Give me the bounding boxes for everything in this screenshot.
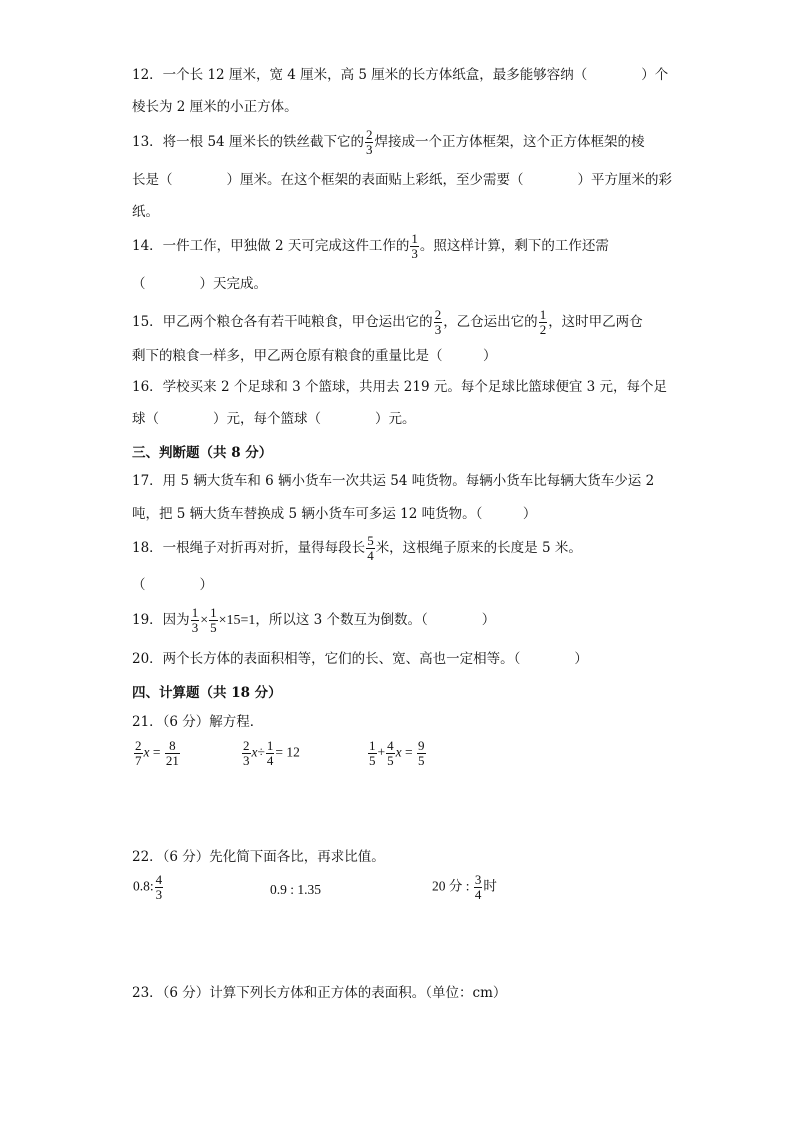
q12-line1: 12．一个长 12 厘米，宽 4 厘米，高 5 厘米的长方体纸盒，最多能够容纳（ ）个 xyxy=(132,67,669,83)
q18-line1 xyxy=(132,534,582,563)
q12-line2: 棱长为 2 厘米的小正方体。 xyxy=(132,99,298,115)
q13-line1 xyxy=(132,128,644,157)
q22-title: 22．（6 分）先化简下面各比，再求比值。 xyxy=(132,849,385,865)
q15-text-a: 15．甲乙两个粮仓各有若干吨粮食，甲仓运出它的 xyxy=(132,314,433,330)
q21-title: 21．（6 分）解方程． xyxy=(132,714,264,730)
section-3-heading: 三、判断题（共 8 分） xyxy=(132,445,273,461)
q17-line2: 吨，把 5 辆大货车替换成 5 辆小货车可多运 12 吨货物。（ ） xyxy=(132,506,537,522)
q18-fraction: $\frac{5}{4}$ xyxy=(367,533,374,563)
q22-ratio-2: 0.9 : 1.35 xyxy=(270,882,322,897)
q19-text-a: 19．因为 xyxy=(132,612,190,628)
q19-fraction-2: $\frac{1}{5}$ xyxy=(210,605,217,635)
q15-line1 xyxy=(132,308,643,337)
q15-text-b: ，乙仓运出它的 xyxy=(443,314,538,330)
q15-line2: 剩下的粮食一样多，甲乙两仓原有粮食的重量比是（ ） xyxy=(132,348,497,364)
q14-line2: （ ）天完成。 xyxy=(132,276,267,292)
q22-ratio-3: 20 分 : $\frac{3}{4}$ 时 xyxy=(432,872,497,902)
q21-equation-3: $\frac{1}{5}$ + $\frac{4}{5}$ x = $\frac{9}{5}$ xyxy=(369,738,425,768)
q13-line3: 纸。 xyxy=(132,204,159,220)
q14-text-a: 14．一件工作，甲独做 2 天可完成这件工作的 xyxy=(132,238,410,254)
q15-fraction-1: $\frac{2}{3}$ xyxy=(434,307,442,337)
section-4-heading: 四、计算题（共 18 分） xyxy=(132,685,282,701)
q18-text-a: 18．一根绳子对折再对折，量得每段长 xyxy=(132,540,366,556)
q19-expr: ×15=1 xyxy=(218,613,256,628)
q19-text-b: ，所以这 3 个数互为倒数。（ ） xyxy=(255,612,496,628)
q13-fraction: $\frac{2}{3}$ xyxy=(365,127,373,157)
q18-line2: （ ） xyxy=(132,577,213,593)
q18-text-b: 米，这根绳子原来的长度是 5 米。 xyxy=(375,540,582,556)
q14-line1 xyxy=(132,232,609,261)
q21-equation-1: $\frac{2}{7}$ x = $\frac{8}{21}$ xyxy=(135,738,179,768)
q15-fraction-2: $\frac{1}{2}$ xyxy=(539,307,547,337)
q21-equation-2: $\frac{2}{3}$ x÷ $\frac{1}{4}$ = 12 xyxy=(243,738,300,768)
q19-fraction-1: $\frac{1}{3}$ xyxy=(191,605,199,635)
q19-line xyxy=(132,606,495,635)
q16-line2: 球（ ）元，每个篮球（ ）元。 xyxy=(132,411,416,427)
q23-title: 23．（6 分）计算下列长方体和正方体的表面积。（单位：cm） xyxy=(132,985,507,1001)
q13-text-a: 13．将一根 54 厘米长的铁丝截下它的 xyxy=(132,134,364,150)
q14-fraction: $\frac{1}{3}$ xyxy=(411,231,418,261)
q19-times: × xyxy=(200,613,209,628)
q16-line1: 16．学校买来 2 个足球和 3 个篮球，共用去 219 元。每个足球比篮球便宜 3 元，每个足 xyxy=(132,379,668,395)
q17-line1: 17．用 5 辆大货车和 6 辆小货车一次共运 54 吨货物。每辆小货车比每辆大货车少运 2 xyxy=(132,473,655,489)
q22-ratio-1: 0.8: $\frac{4}{3}$ xyxy=(133,872,163,902)
q14-text-b: 。照这样计算，剩下的工作还需 xyxy=(419,238,609,254)
q13-line2: 长是（ ）厘米。在这个框架的表面贴上彩纸，至少需要（ ）平方厘米的彩 xyxy=(132,172,672,188)
q15-text-c: ，这时甲乙两仓 xyxy=(548,314,643,330)
q20-line: 20．两个长方体的表面积相等，它们的长、宽、高也一定相等。（ ） xyxy=(132,651,588,667)
q13-text-b: 焊接成一个正方体框架，这个正方体框架的棱 xyxy=(374,134,645,150)
